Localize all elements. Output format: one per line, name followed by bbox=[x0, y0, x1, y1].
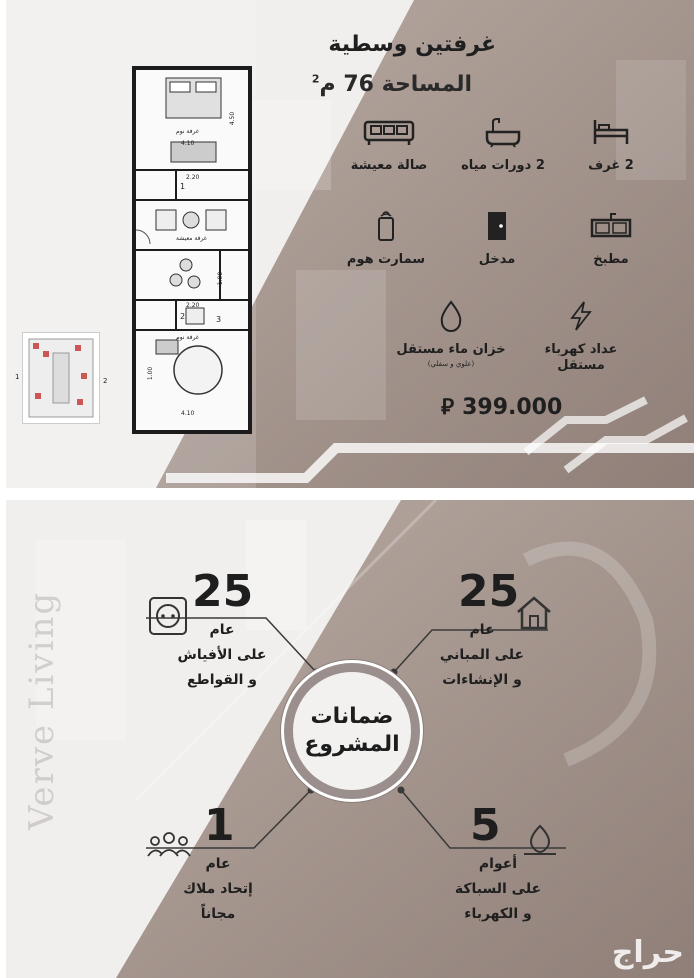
unit-area-sup: 2 bbox=[311, 72, 320, 86]
door-icon bbox=[482, 210, 512, 242]
warranty-text bbox=[428, 852, 568, 927]
warranty-line: عام bbox=[469, 622, 495, 638]
warranty-text bbox=[152, 618, 292, 693]
dim-label: 1.00 bbox=[147, 366, 155, 381]
warranty-line: إتحاد ملاك bbox=[183, 881, 253, 897]
price bbox=[441, 393, 562, 421]
feature-label: سمارت هوم bbox=[346, 252, 426, 267]
dim-label: 4.10 bbox=[181, 140, 195, 147]
warranty-line: عام bbox=[209, 622, 235, 638]
floor-plan bbox=[132, 66, 252, 434]
unit-area-text: المساحة 76 م bbox=[319, 72, 472, 97]
warranty-line: على المباني bbox=[439, 647, 525, 663]
smartphone-icon bbox=[371, 210, 401, 242]
kitchen-sink-icon bbox=[589, 210, 633, 242]
brand-watermark: Verve Living bbox=[22, 590, 62, 830]
room-label: غرفة نوم bbox=[176, 128, 199, 135]
room-label: غرفة نوم bbox=[176, 334, 199, 341]
sofa-icon bbox=[361, 116, 417, 148]
warranty-line: و الكهرباء bbox=[464, 906, 532, 922]
room-label: غرفة معيشة bbox=[176, 235, 207, 242]
warranty-line: على السباكة bbox=[454, 881, 542, 897]
feature-water-tank bbox=[396, 300, 506, 368]
feature-label: مدخل bbox=[478, 252, 516, 267]
feature-sublabel: (علوي و سفلي) bbox=[427, 360, 475, 368]
feature-smart-home bbox=[331, 210, 441, 268]
feature-kitchen bbox=[556, 210, 666, 268]
feature-entrance bbox=[442, 210, 552, 268]
lightning-icon bbox=[566, 300, 596, 332]
feature-electric-meter bbox=[526, 300, 636, 374]
price-value: 399.000 bbox=[462, 395, 563, 420]
warranty-line: أعوام bbox=[478, 856, 518, 872]
unit-info-panel bbox=[6, 0, 694, 488]
feature-living bbox=[334, 116, 444, 174]
warranty-number: 5 bbox=[470, 800, 501, 851]
feature-label: 2 غرف bbox=[588, 158, 634, 173]
warranty-line: و الإنشاءات bbox=[442, 672, 522, 688]
feature-rooms bbox=[556, 116, 666, 174]
key-plan bbox=[15, 332, 108, 424]
warranty-number: 1 bbox=[204, 800, 235, 851]
warranty-number: 25 bbox=[458, 566, 520, 617]
center-title bbox=[293, 672, 411, 790]
room-number: 2 bbox=[180, 312, 186, 321]
warranty-line: و القواطع bbox=[186, 672, 258, 688]
keyplan-label: 2 bbox=[103, 377, 108, 385]
warranty-line: مجاناً bbox=[200, 906, 236, 922]
unit-area bbox=[312, 72, 472, 97]
feature-label: خزان ماء مستقل bbox=[396, 342, 506, 357]
warranty-line: على الأفياش bbox=[177, 647, 267, 663]
unit-title: غرفتين وسطية bbox=[328, 32, 496, 57]
warranty-number: 25 bbox=[192, 566, 254, 617]
center-circle bbox=[281, 660, 423, 802]
dim-label: 2.20 bbox=[186, 174, 200, 181]
feature-bathrooms bbox=[448, 116, 558, 174]
feature-label: 2 دورات مياه bbox=[461, 158, 545, 173]
feature-label: صالة معيشة bbox=[350, 158, 428, 173]
water-drop-icon bbox=[436, 300, 466, 332]
dim-label: 4.50 bbox=[229, 111, 237, 126]
sar-currency-icon: ⃁ bbox=[441, 395, 455, 420]
center-title-line2: المشروع bbox=[304, 732, 400, 757]
keyplan-label: 1 bbox=[15, 373, 20, 381]
room-number: 1 bbox=[180, 182, 186, 191]
bathtub-icon bbox=[483, 116, 523, 148]
warranty-text bbox=[412, 618, 552, 693]
room-number: 3 bbox=[216, 315, 222, 324]
warranty-line: عام bbox=[205, 856, 231, 872]
feature-label: مطبخ bbox=[593, 252, 629, 267]
dim-label: 2.20 bbox=[186, 302, 200, 309]
key-plan-drawing bbox=[23, 333, 99, 423]
warranty-text bbox=[148, 852, 288, 927]
site-watermark: حراج bbox=[611, 935, 684, 970]
bed-icon bbox=[591, 116, 631, 148]
feature-label: عداد كهرباء مستقل bbox=[544, 342, 618, 373]
dim-label: 1.00 bbox=[217, 271, 225, 286]
dim-label: 4.10 bbox=[181, 410, 195, 417]
center-title-line1: ضمانات bbox=[310, 704, 394, 729]
